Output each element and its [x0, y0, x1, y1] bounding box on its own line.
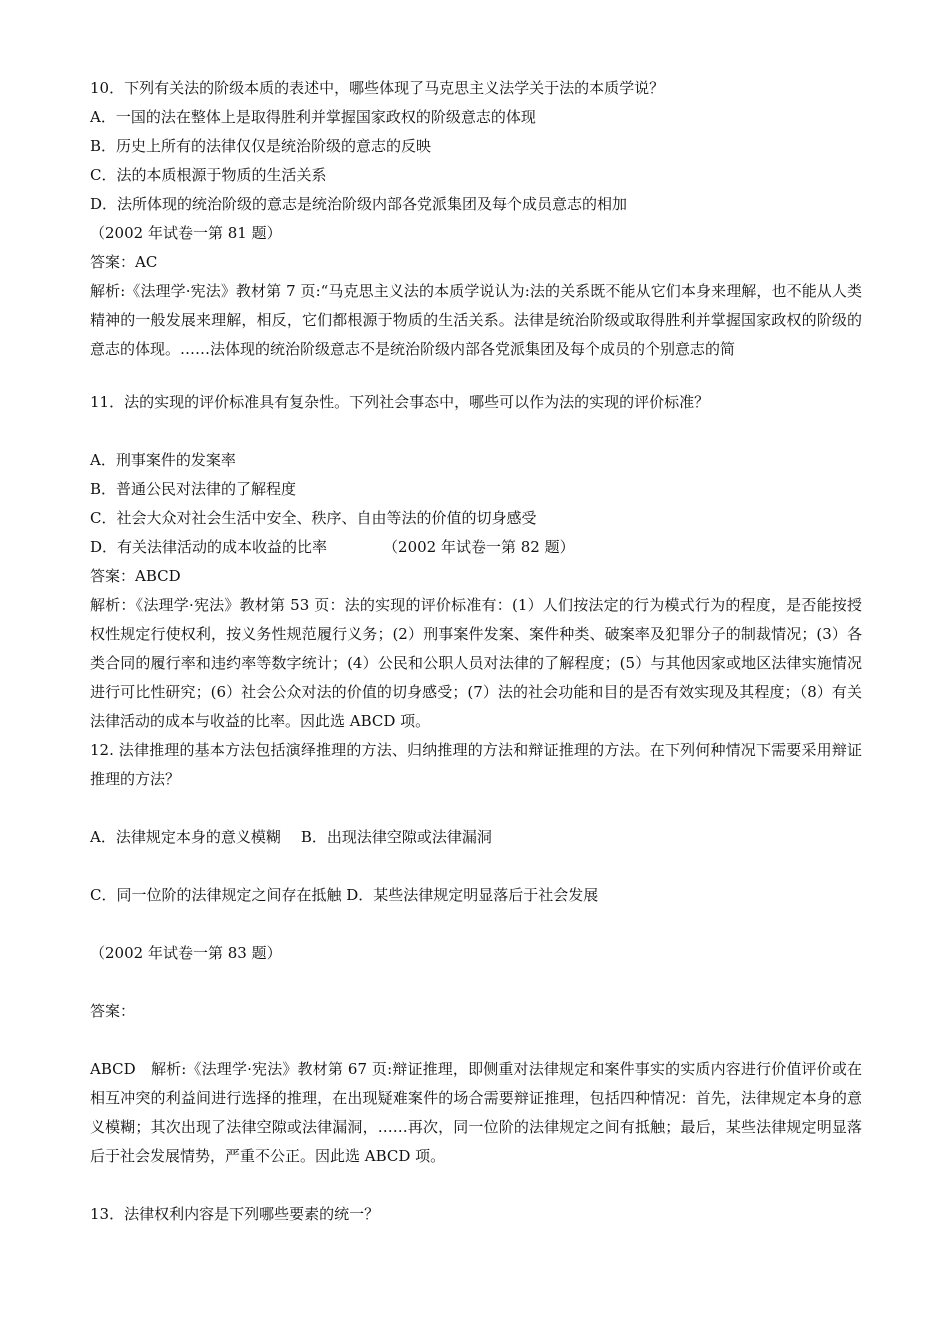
q12-options-ab-row — [90, 823, 862, 852]
q12-option-d: D．某些法律规定明显落后于社会发展 — [346, 886, 599, 904]
q11-source: （2002 年试卷一第 82 题） — [383, 538, 575, 556]
question-13: 13．法律权利内容是下列哪些要素的统一？ — [90, 1205, 380, 1223]
q11-option-b: B．普通公民对法律的了解程度 — [90, 480, 297, 498]
q11-analysis: 解析：《法理学·宪法》教材第 53 页：法的实现的评价标准有：(1）人们按法定的行为模式行为的程度，是否能按授权性规定行使权利，按义务性规范履行义务；(2）刑事案件发案、案件种类、破案率及犯罪分子的制裁情况；(3）各类合同的履行率和违约率等数字统计；(4）公民和公职人员对法律的了解程度；(5）与其他因家或地区法律实施情况进行可比性研究；(6）社会公众对法的价值的切身感受；(7）法的社会功能和目的是否有效实现及其程度；（8）有关法律活动的成本与收益的比率。因此选 ABCD 项。 — [90, 596, 862, 730]
q10-option-a: A．一国的法在整体上是取得胜利并掌握国家政权的阶级意志的体现 — [90, 108, 536, 126]
q11-option-a: A．刑事案件的发案率 — [90, 451, 236, 469]
q11-option-d: D．有关法律活动的成本收益的比率 — [90, 538, 328, 556]
q10-option-c: C．法的本质根源于物质的生活关系 — [90, 166, 327, 184]
q12-option-a: A．法律规定本身的意义模糊 — [90, 828, 281, 846]
q10-option-b: B．历史上所有的法律仅仅是统治阶级的意志的反映 — [90, 137, 432, 155]
document-page — [90, 74, 862, 1229]
q10-option-d: D．法所体现的统治阶级的意志是统治阶级内部各党派集团及每个成员意志的相加 — [90, 195, 628, 213]
q10-analysis: 解析:《法理学·宪法》教材第 7 页:“马克思主义法的本质学说认为:法的关系既不能从它们本身来理解，也不能从人类精神的一般发展来理解，相反，它们都根源于物质的生活关系。法律是统治阶级或取得胜利并掌握国家政权的阶级的意志的体现。……法体现的统治阶级意志不是统治阶级内部各党派集团及每个成员的个别意志的简 — [90, 282, 862, 358]
q11-option-d-row — [90, 533, 862, 562]
q12-answer: 答案： — [90, 1002, 136, 1020]
question-12: 12. 法律推理的基本方法包括演绎推理的方法、归纳推理的方法和辩证推理的方法。在下列何种情况下需要采用辩证推理的方法？ — [90, 741, 862, 788]
q11-option-c: C．社会大众对社会生活中安全、秩序、自由等法的价值的切身感受 — [90, 509, 537, 527]
q10-answer: 答案：AC — [90, 253, 158, 271]
q12-analysis: ABCD 解析:《法理学·宪法》教材第 67 页:辩证推理，即侧重对法律规定和案件事实的实质内容进行价值评价或在相互冲突的利益间进行选择的推理，在出现疑难案件的场合需要辩证推理，包括四种情况：首先，法律规定本身的意义模糊；其次出现了法律空隙或法律漏洞，……再次，同一位阶的法律规定之间有抵触；最后，某些法律规定明显落后于社会发展情势，严重不公正。因此选 ABCD 项。 — [90, 1060, 862, 1165]
q11-answer: 答案：ABCD — [90, 567, 181, 585]
question-10: 10．下列有关法的阶级本质的表述中，哪些体现了马克思主义法学关于法的本质学说？ — [90, 79, 665, 97]
q12-option-c: C．同一位阶的法律规定之间存在抵触 — [90, 886, 342, 904]
q10-source: （2002 年试卷一第 81 题） — [90, 224, 282, 242]
q12-options-cd-row — [90, 881, 862, 910]
q12-source: （2002 年试卷一第 83 题） — [90, 944, 282, 962]
question-11: 11．法的实现的评价标准具有复杂性。下列社会事态中，哪些可以作为法的实现的评价标准？ — [90, 393, 710, 411]
q12-option-b: B．出现法律空隙或法律漏洞 — [300, 828, 492, 846]
